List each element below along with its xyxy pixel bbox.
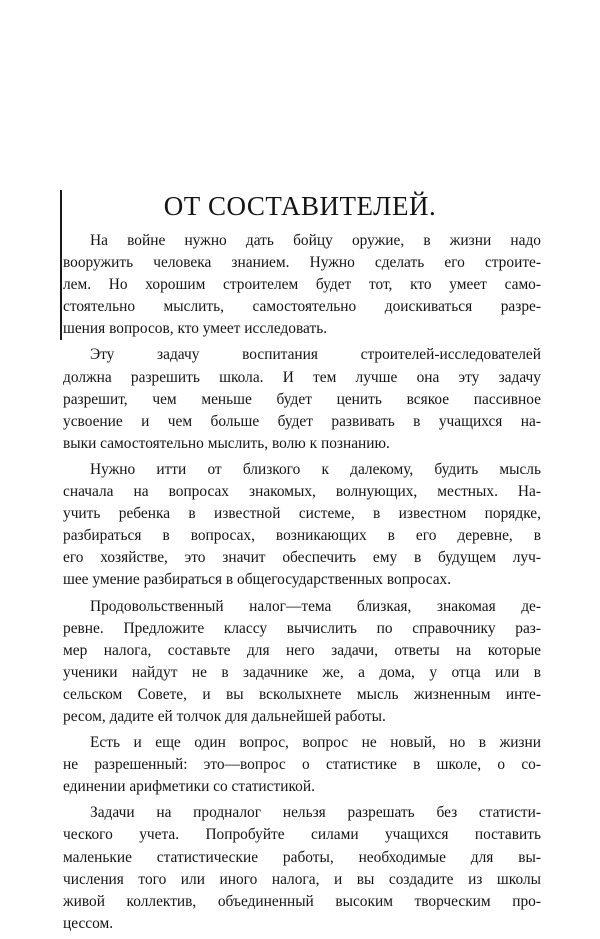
text-line: сначала на вопросах знакомых, волнующих, местных. На- <box>63 483 541 501</box>
text-line: ревне. Предложите классу вычислить по справочнику раз- <box>63 619 541 637</box>
text-line: лем. Но хорошим строителем будет тот, кто умеет само- <box>63 276 541 294</box>
text-line: ческого учета. Попробуйте силами учащихся поставить <box>63 826 541 844</box>
paragraph-3 <box>63 459 541 592</box>
text-line: разрешит, чем меньше будет ценить всякое пассивное <box>63 390 541 408</box>
text-line: На войне нужно дать бойцу оружие, в жизни надо <box>90 232 541 249</box>
text-line: маленькие статистические работы, необходимые для вы- <box>63 848 541 866</box>
text-line: Задачи на продналог нельзя разрешать без статисти- <box>90 804 541 822</box>
text-line: вооружить человека знанием. Нужно сделать его строите- <box>63 254 541 272</box>
text-line: усвоение и чем больше будет развивать в учащихся на- <box>63 412 541 430</box>
paragraph-1 <box>63 230 541 340</box>
text-line: не разрешенный: это—вопрос о статистике в школе, о со- <box>63 756 541 774</box>
body-text <box>63 230 541 939</box>
text-line: ученики найдут не в задачнике же, а дома, у отца или в <box>63 663 541 681</box>
page-title: ОТ СОСТАВИТЕЛЕЙ. <box>163 191 437 221</box>
text-line: выки самостоятельно мыслить, волю к познанию. <box>63 434 390 452</box>
text-line: Эту задачу воспитания строителей-исследователей <box>90 346 541 364</box>
text-line: шения вопросов, кто умеет исследовать. <box>63 320 328 338</box>
text-line: Есть и еще один вопрос, вопрос не новый, но в жизни <box>90 734 541 752</box>
paragraph-2 <box>63 344 541 454</box>
paragraph-5 <box>63 732 541 798</box>
text-line: его хозяйстве, это значит обеспечить ему в будущем луч- <box>63 549 541 567</box>
text-line: шее умение разбираться в общегосударственных вопросах. <box>63 571 452 589</box>
text-line: сельском Совете, и вы всколыхнете мысль жизненным инте- <box>63 685 541 703</box>
text-line: Нужно итти от близкого к далекому, будить мысль <box>90 460 541 478</box>
text-line: цессом. <box>63 914 114 932</box>
text-line: Продовольственный налог—тема близкая, знакомая де- <box>90 597 541 615</box>
text-line: стоятельно мыслить, самостоятельно доискиваться разре- <box>63 298 541 316</box>
text-line: живой коллектив, объединенный высоким творческим про- <box>63 892 541 910</box>
paragraph-6 <box>63 802 541 935</box>
text-line: числения того или иного налога, и вы создадите из школы <box>63 870 541 888</box>
text-line: должна разрешить школа. И тем лучше она эту задачу <box>63 368 541 386</box>
text-line: разбираться в вопросах, возникающих в его деревне, в <box>63 527 541 545</box>
text-line: единении арифметики со статистикой. <box>63 778 315 796</box>
paragraph-4 <box>63 596 541 729</box>
text-line: учить ребенка в известной системе, в известном порядке, <box>63 505 541 523</box>
text-line: мер налога, составьте для него задачи, ответы на которые <box>63 641 541 659</box>
text-line: ресом, дадите ей толчок для дальнейшей работы. <box>63 707 386 725</box>
